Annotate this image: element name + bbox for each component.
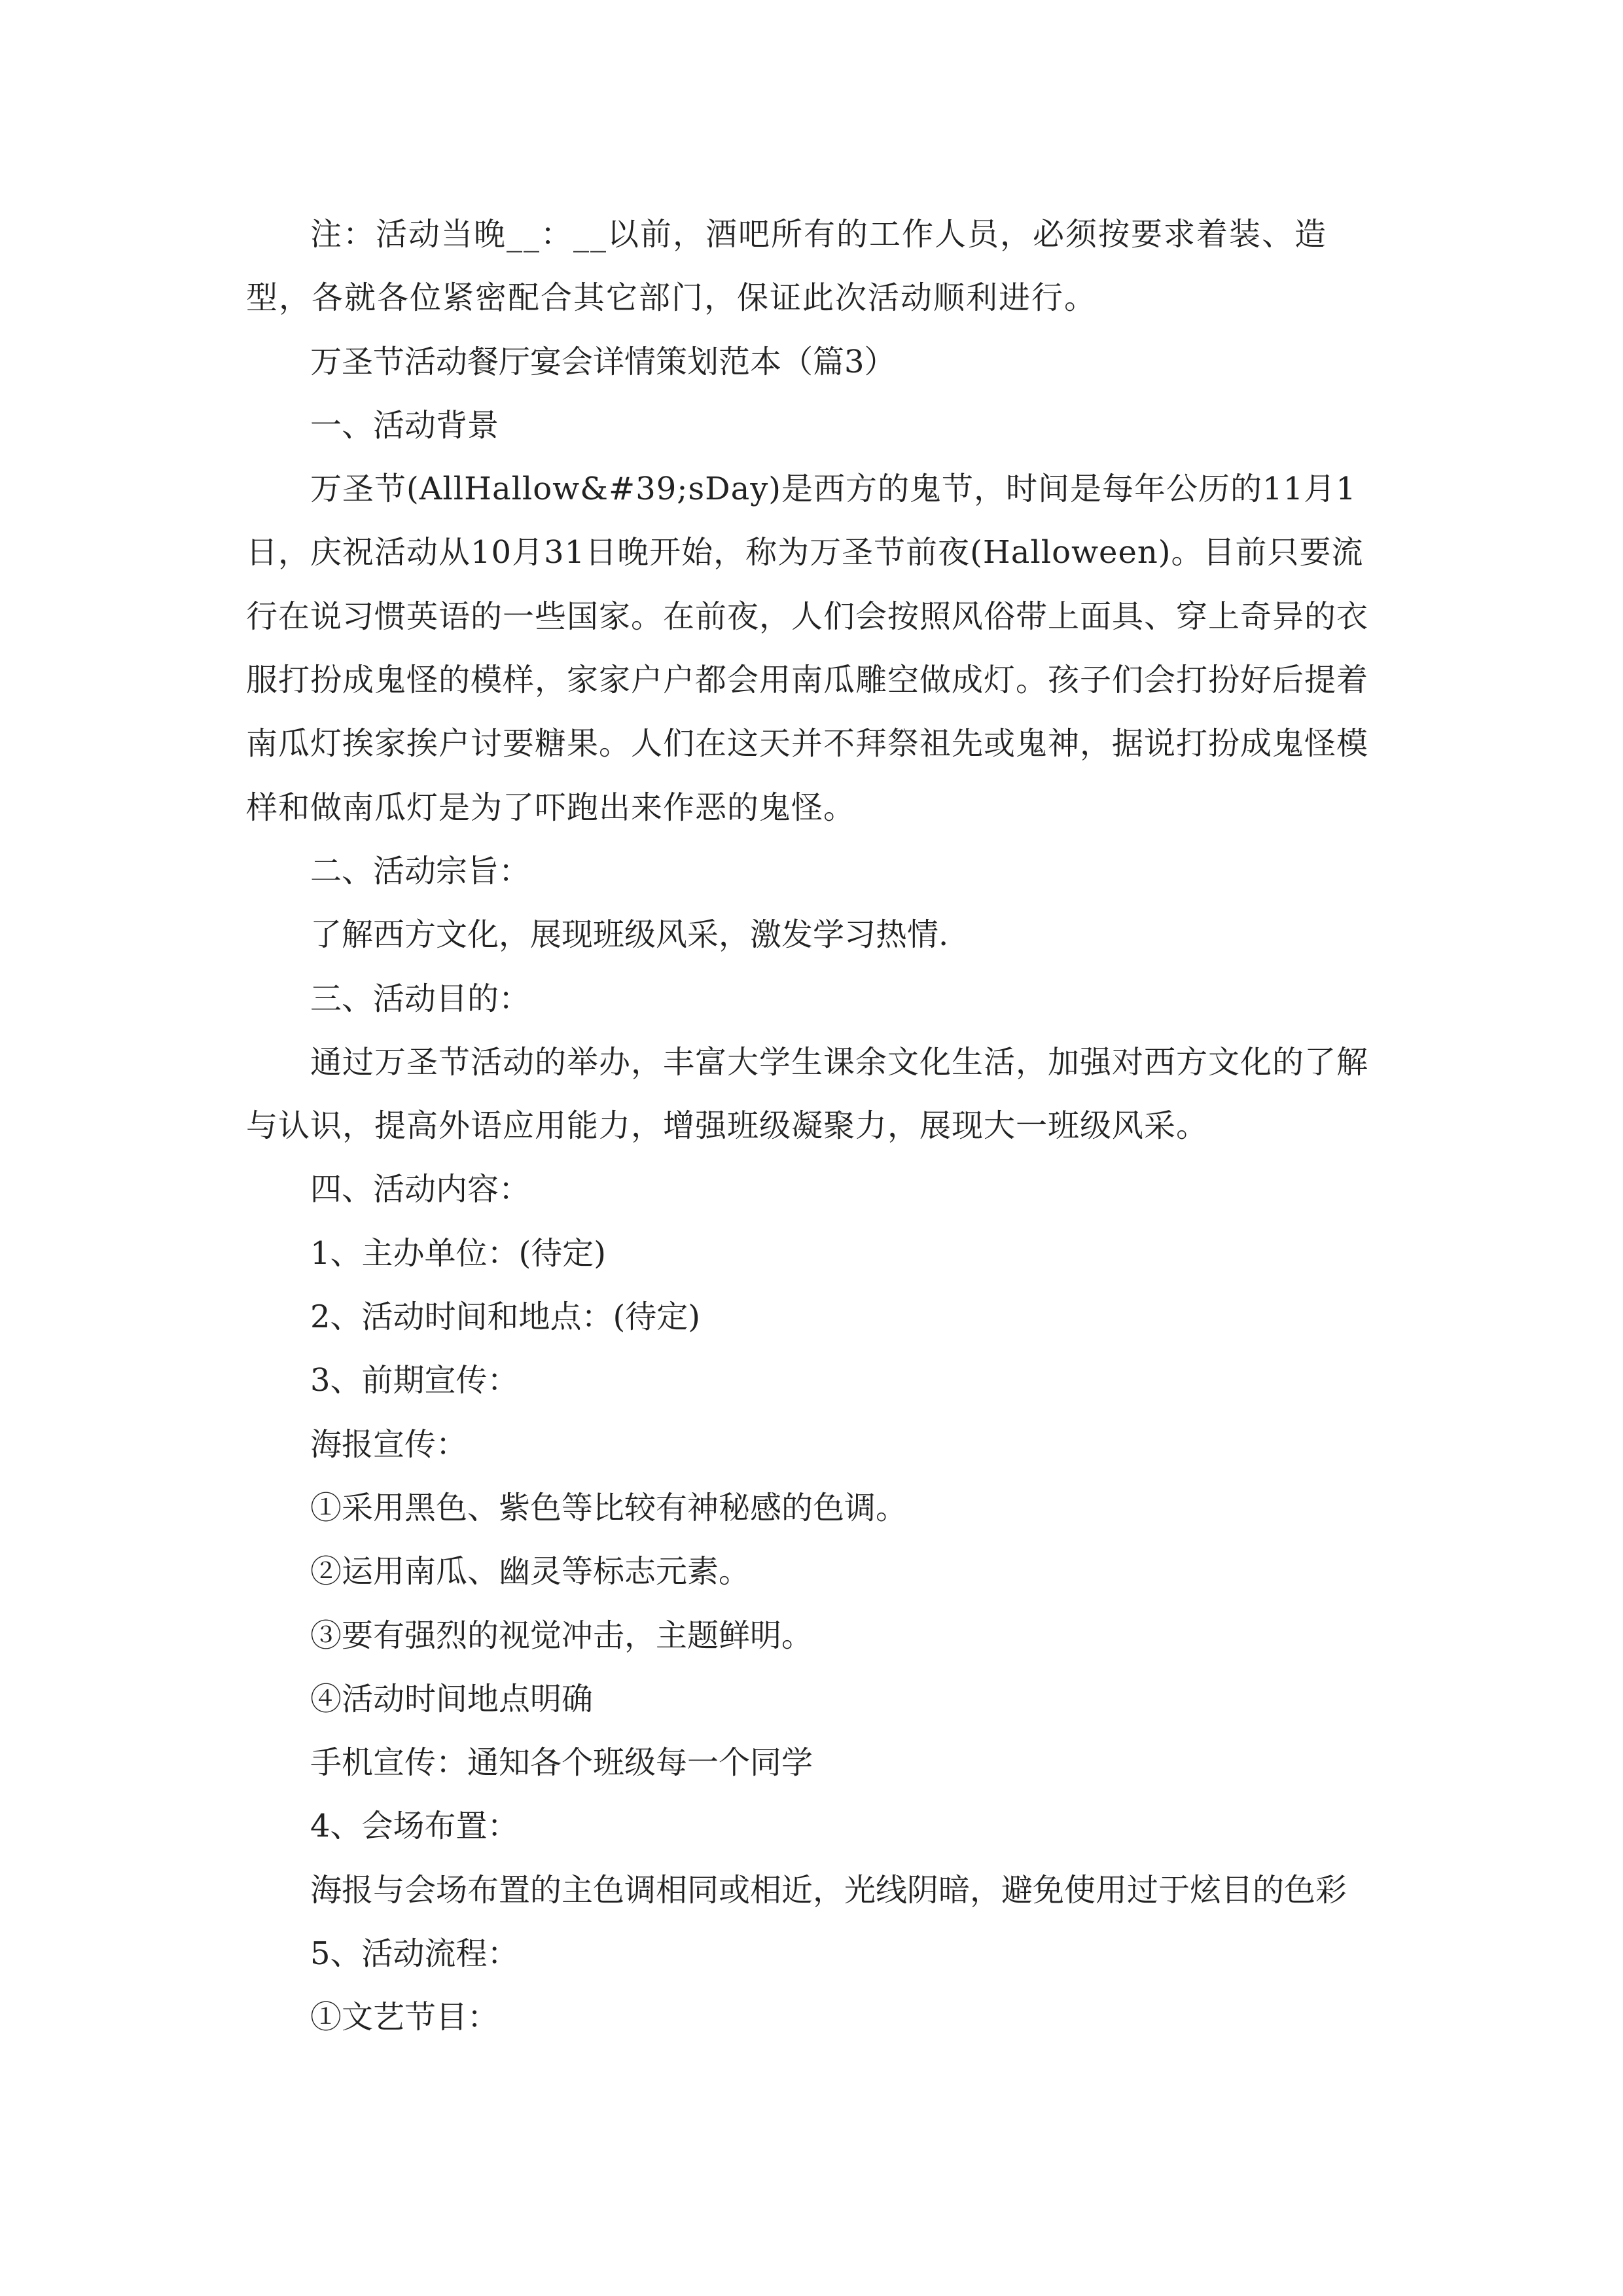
paragraph-poster: 海报宣传： [310,1426,468,1463]
heading-content: 四、活动内容： [310,1171,531,1208]
list-item-poster-4: ④活动时间地点明确 [310,1680,594,1717]
heading-goal: 三、活动目的： [310,980,531,1017]
paragraph-purpose: 了解西方文化，展现班级风采，激发学习热情. [310,916,949,954]
list-item-performance: ①文艺节目： [310,1999,499,2036]
paragraph-goal: 通过万圣节活动的举办，丰富大学生课余文化生活，加强对西方文化的了解与认识，提高外语应用能力，增强班级凝聚力，展现大一班级风采。 [246,1043,1369,1145]
paragraph-note: 注：活动当晚__：__以前，酒吧所有的工作人员，必须按要求着装、造型，各就各位紧密配合其它部门，保证此次活动顺利进行。 [246,216,1328,317]
paragraph-venue: 海报与会场布置的主色调相同或相近，光线阴暗，避免使用过于炫目的色彩 [310,1871,1347,1909]
heading-purpose: 二、活动宗旨： [310,852,531,889]
paragraph-background: 万圣节(AllHallow&#39;sDay)是西方的鬼节，时间是每年公历的11月1日，庆祝活动从10月31日晚开始，称为万圣节前夜(Halloween)。目前只要流行在说习惯英语的一些国家。在前夜，人们会按照风俗带上面具、穿上奇异的衣服打扮成鬼怪的模样，家家户户都会用南瓜雕空做成灯。孩子们会打扮好后提着南瓜灯挨家挨户讨要糖果。人们在这天并不拜祭祖先或鬼神，据说打扮成鬼怪模样和做南瓜灯是为了吓跑出来作恶的鬼怪。 [246,471,1369,826]
list-item-poster-3: ③要有强烈的视觉冲击，主题鲜明。 [310,1617,813,1654]
list-item-venue: 4、会场布置： [310,1808,519,1845]
paragraph-phone: 手机宣传：通知各个班级每一个同学 [310,1744,813,1782]
list-item-flow: 5、活动流程： [310,1935,519,1973]
list-item-organizer: 1、主办单位：(待定) [310,1234,606,1272]
list-item-poster-2: ②运用南瓜、幽灵等标志元素。 [310,1553,751,1590]
section-title: 万圣节活动餐厅宴会详情策划范本（篇3） [310,343,896,380]
heading-background: 一、活动背景 [310,406,499,444]
list-item-publicity: 3、前期宣传： [310,1362,519,1399]
list-item-time-place: 2、活动时间和地点：(待定) [310,1299,700,1336]
document-body [246,203,1385,2050]
list-item-poster-1: ①采用黑色、紫色等比较有神秘感的色调。 [310,1489,908,1526]
